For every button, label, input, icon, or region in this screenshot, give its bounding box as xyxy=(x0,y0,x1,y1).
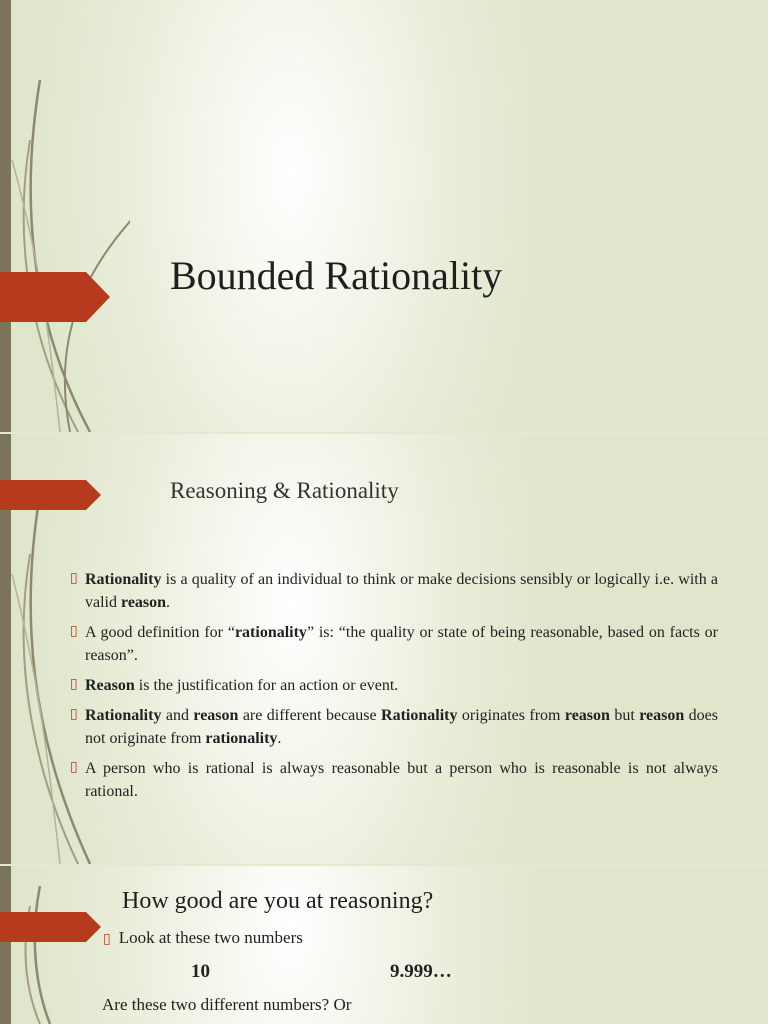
bullet-text: are different because xyxy=(238,707,382,724)
presentation-title: Bounded Rationality xyxy=(170,253,503,298)
bullet-text: but xyxy=(609,707,640,724)
bullet-icon: ▯ xyxy=(70,676,78,692)
slide-question xyxy=(0,866,768,1024)
question-text: Are these two different numbers? Or xyxy=(102,995,352,1014)
bullet-icon: ▯ xyxy=(70,623,78,639)
bold-term: reason xyxy=(121,594,167,611)
decorative-swooshes xyxy=(0,0,130,432)
bullet-icon: ▯ xyxy=(70,570,78,586)
bullet-text: . xyxy=(166,594,171,611)
slide-arrow-marker xyxy=(0,912,101,942)
bullet-text: . xyxy=(277,730,282,747)
number-a: 10 xyxy=(191,961,210,982)
number-b: 9.999… xyxy=(390,961,452,982)
bold-term: Rationality xyxy=(381,707,458,724)
bullet-text: and xyxy=(161,707,194,724)
bold-term: Rationality xyxy=(85,707,162,724)
bold-term: Reason xyxy=(85,677,135,694)
bullet-text: is a quality of an individual to think or make decisions sensibly or logically i.e. with a valid xyxy=(85,571,718,611)
list-item xyxy=(70,704,718,750)
slide-reasoning xyxy=(0,434,768,864)
bold-term: reason xyxy=(193,707,239,724)
bullet-icon: ▯ xyxy=(70,706,78,722)
list-item xyxy=(70,757,718,803)
bullet-text: A person who is rational is always reasonable but a person who is reasonable is not always rational. xyxy=(85,760,718,800)
bullet-icon: ▯ xyxy=(70,759,78,775)
list-item xyxy=(70,621,718,667)
bullet-text: is the justification for an action or event. xyxy=(134,677,399,694)
bold-term: rationality xyxy=(234,624,307,641)
list-item xyxy=(103,928,303,948)
slide-heading: Reasoning & Rationality xyxy=(170,478,399,503)
bullet-text: Look at these two numbers xyxy=(118,928,303,947)
bold-term: reason xyxy=(639,707,685,724)
list-item xyxy=(70,674,718,697)
bold-term: reason xyxy=(564,707,610,724)
bullet-text: originates from xyxy=(457,707,565,724)
bold-term: rationality xyxy=(205,730,278,747)
bullet-text: ” is: “the quality or state of being reasonable, based on facts or reason”. xyxy=(85,624,718,664)
bullet-text: A good definition for “ xyxy=(85,624,235,641)
bold-term: Rationality xyxy=(85,571,162,588)
slide-arrow-marker xyxy=(0,480,101,510)
list-item xyxy=(70,568,718,614)
bullet-text: does not originate from xyxy=(85,707,718,747)
slide-title xyxy=(0,0,768,432)
slide-heading: How good are you at reasoning? xyxy=(122,888,434,914)
bullet-list xyxy=(70,568,718,810)
bullet-icon: ▯ xyxy=(103,931,111,947)
